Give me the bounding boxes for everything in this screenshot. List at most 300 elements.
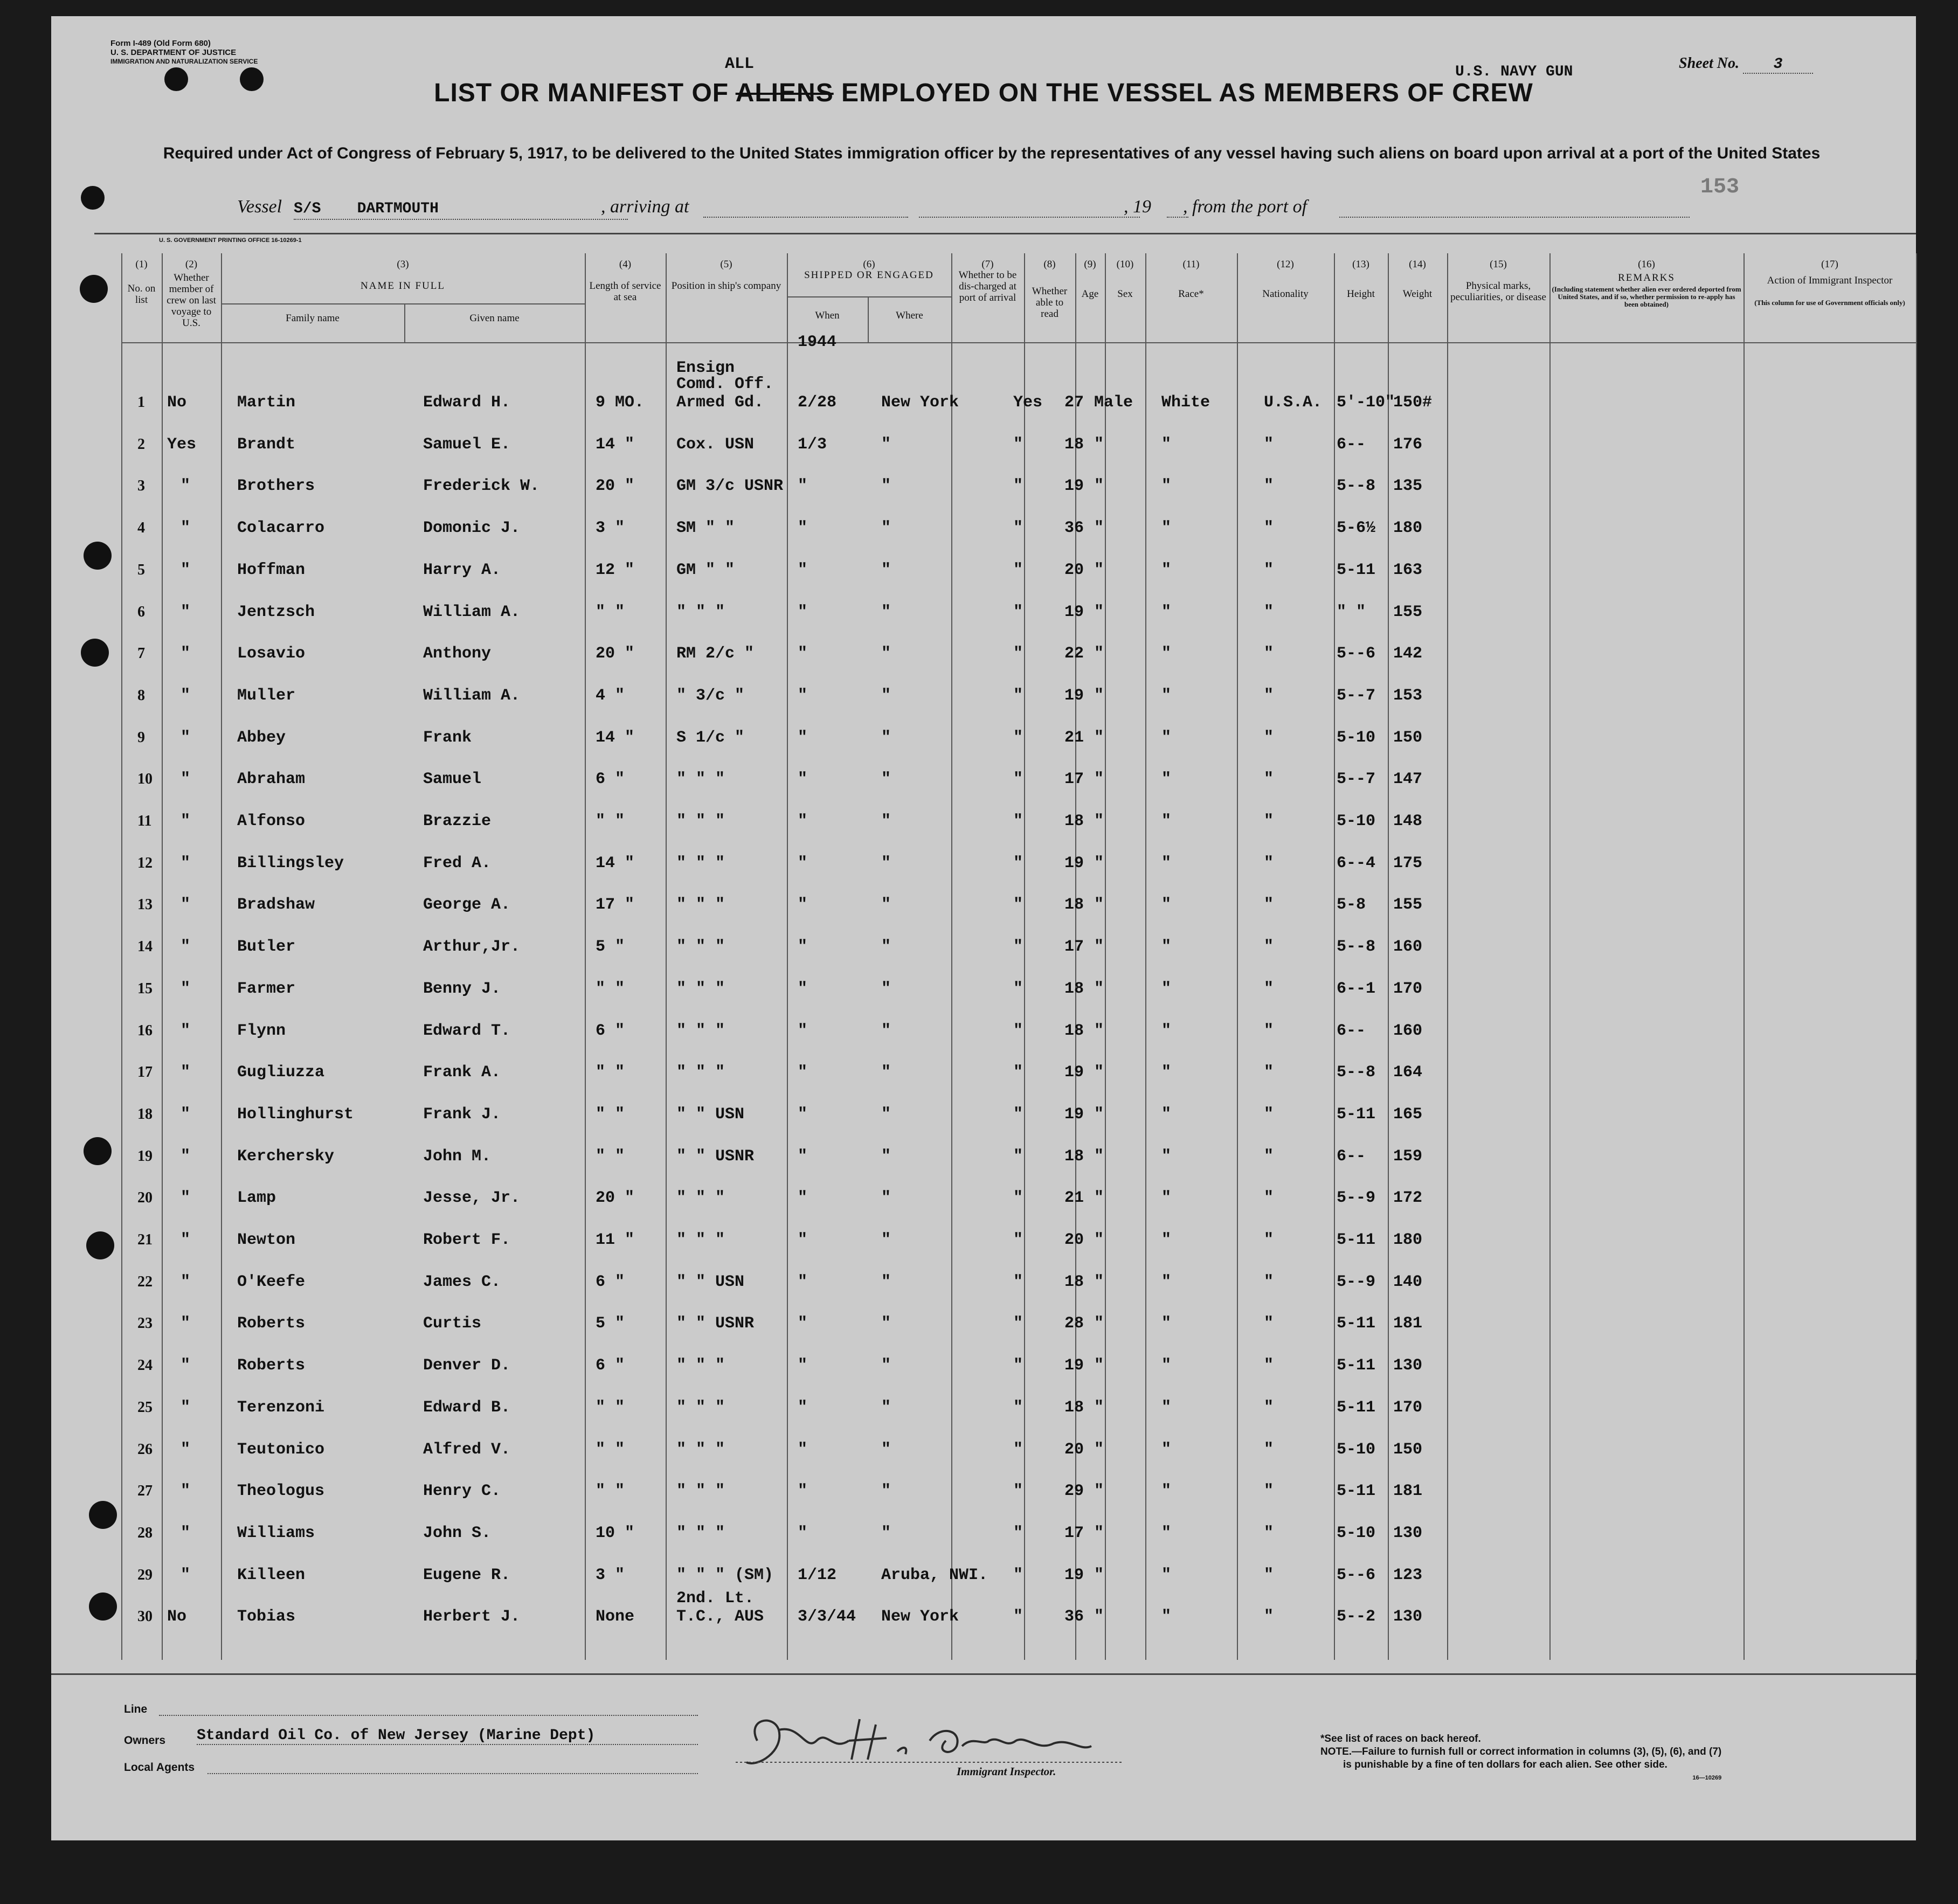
family-name: Tobias (237, 1608, 296, 1626)
service-length: 11 " (596, 1231, 635, 1249)
shipped-when: " (798, 1314, 808, 1333)
position: " " " (676, 1021, 725, 1040)
able-to-read: " (1013, 686, 1023, 705)
able-to-read: " (1013, 812, 1023, 830)
height: 5--7 (1337, 686, 1376, 705)
able-to-read: " (1013, 1063, 1023, 1082)
navy-gun-note: U.S. NAVY GUN (1455, 64, 1573, 80)
crew-member-value: " (181, 560, 191, 579)
column-number: (16) (1638, 259, 1655, 270)
age: 17 (1064, 770, 1084, 789)
nationality: " (1264, 645, 1274, 663)
sheet-number (1679, 55, 1813, 74)
given-name: Harry A. (423, 560, 501, 579)
weight: 160 (1393, 1021, 1423, 1040)
shipped-where: " (881, 896, 891, 915)
position-extra: Ensign Comd. Off. (676, 359, 774, 393)
row-number: 1 (137, 394, 145, 411)
crew-member-value: " (181, 770, 191, 789)
weight: 172 (1393, 1189, 1423, 1208)
manifest-sheet (51, 16, 1916, 1840)
height: 5-10 (1337, 812, 1376, 830)
row-number: 5 (137, 561, 145, 578)
sheet-value: 3 (1743, 56, 1813, 74)
nationality: " (1264, 896, 1274, 915)
family-name: Williams (237, 1524, 315, 1542)
sex: " (1094, 1356, 1104, 1375)
column-number: (6) (863, 259, 875, 270)
age: 19 (1064, 1105, 1084, 1124)
service-length: 6 " (596, 1021, 625, 1040)
able-to-read: " (1013, 896, 1023, 915)
sex: " (1094, 812, 1104, 830)
service-length: 9 MO. (596, 393, 645, 412)
crew-member-value: " (181, 1566, 191, 1584)
shipped-when: " (798, 896, 808, 915)
service-length: 20 " (596, 645, 635, 663)
height: 6-- (1337, 1147, 1366, 1166)
service-length: 14 " (596, 728, 635, 747)
col-header-action: Action of Immigrant Inspector (1767, 275, 1893, 286)
race: " (1161, 728, 1172, 747)
punch-hole (84, 1137, 112, 1165)
row-number: 22 (137, 1273, 153, 1290)
height: 5--8 (1337, 938, 1376, 957)
row-number: 7 (137, 645, 145, 662)
crew-member-value: " (181, 896, 191, 915)
able-to-read: " (1013, 435, 1023, 454)
family-name: Farmer (237, 979, 296, 998)
shipped-where: New York (881, 1608, 959, 1626)
row-number: 8 (137, 687, 145, 704)
shipped-when: " (798, 854, 808, 873)
col-header-crew-member: Whether member of crew on last voyage to U.S. (167, 272, 216, 329)
able-to-read: " (1013, 1147, 1023, 1166)
weight: 130 (1393, 1524, 1423, 1542)
col-header-shipped: SHIPPED OR ENGAGED (804, 269, 934, 281)
service-length: " " (596, 1398, 625, 1417)
shipped-where: " (881, 1356, 891, 1375)
shipped-where: " (881, 603, 891, 621)
shipped-where: " (881, 1147, 891, 1166)
position: " " USN (676, 1105, 745, 1124)
age: 19 (1064, 1063, 1084, 1082)
weight: 180 (1393, 1231, 1423, 1249)
column-number: (14) (1409, 259, 1426, 270)
col-header-nationality: Nationality (1262, 288, 1309, 300)
service-length: " " (596, 1147, 625, 1166)
race: " (1161, 854, 1172, 873)
sex: " (1094, 519, 1104, 538)
title-struck-word: ALIENS (735, 79, 834, 107)
given-name: William A. (423, 686, 521, 705)
able-to-read: " (1013, 854, 1023, 873)
vessel-name: DARTMOUTH (357, 200, 439, 217)
race: " (1161, 1314, 1172, 1333)
family-name: Lamp (237, 1189, 276, 1208)
crew-member-value: " (181, 1063, 191, 1082)
shipped-where: " (881, 979, 891, 998)
nationality: " (1264, 1105, 1274, 1124)
family-name: Billingsley (237, 854, 344, 873)
service-length: 14 " (596, 854, 635, 873)
age: 27 (1064, 393, 1084, 412)
punch-hole (81, 639, 109, 667)
weight: 170 (1393, 979, 1423, 998)
col-header-given-name: Given name (469, 313, 520, 324)
age: 19 (1064, 603, 1084, 621)
weight: 130 (1393, 1356, 1423, 1375)
row-number: 30 (137, 1608, 153, 1625)
sex: " (1094, 938, 1104, 957)
shipped-when: " (798, 560, 808, 579)
service-length: " " (596, 1063, 625, 1082)
nationality: " (1264, 1608, 1274, 1626)
family-name: Brandt (237, 435, 296, 454)
weight: 142 (1393, 645, 1423, 663)
family-name: Roberts (237, 1314, 306, 1333)
sex: " (1094, 1608, 1104, 1626)
race: " (1161, 1482, 1172, 1501)
crew-member-value: " (181, 645, 191, 663)
crew-member-value: " (181, 603, 191, 621)
height: 5--2 (1337, 1608, 1376, 1626)
row-number: 12 (137, 854, 153, 871)
row-number: 15 (137, 980, 153, 997)
row-number: 3 (137, 477, 145, 495)
nationality: " (1264, 1440, 1274, 1459)
col-header-name: NAME IN FULL (361, 280, 445, 292)
age: 18 (1064, 1147, 1084, 1166)
age: 18 (1064, 979, 1084, 998)
shipped-where: " (881, 435, 891, 454)
column-number: (1) (135, 259, 148, 270)
position: " " " (676, 770, 725, 789)
weight: 165 (1393, 1105, 1423, 1124)
nationality: " (1264, 854, 1274, 873)
age: 18 (1064, 1272, 1084, 1291)
height: 5-6½ (1337, 519, 1376, 538)
signature-caption: Immigrant Inspector. (957, 1765, 1056, 1778)
able-to-read: " (1013, 1231, 1023, 1249)
age: 19 (1064, 854, 1084, 873)
family-name: Theologus (237, 1482, 325, 1501)
race: " (1161, 1272, 1172, 1291)
sex: " (1094, 1440, 1104, 1459)
height: 6-- (1337, 435, 1366, 454)
sheet-label: Sheet No. (1679, 55, 1739, 72)
height: 6--4 (1337, 854, 1376, 873)
service-length: 14 " (596, 435, 635, 454)
col-header-height: Height (1347, 288, 1375, 300)
position: " " " (676, 1440, 725, 1459)
nationality: " (1264, 686, 1274, 705)
shipped-when: " (798, 812, 808, 830)
race: " (1161, 938, 1172, 957)
crew-member-value: " (181, 1356, 191, 1375)
position: Armed Gd. (676, 393, 764, 412)
family-name: Abraham (237, 770, 306, 789)
family-name: Bradshaw (237, 896, 315, 915)
race: " (1161, 979, 1172, 998)
nationality: " (1264, 1231, 1274, 1249)
family-name: Abbey (237, 728, 286, 747)
height: 5--9 (1337, 1272, 1376, 1291)
shipped-where: " (881, 1272, 891, 1291)
year-label: , 19 (1124, 197, 1151, 217)
race: " (1161, 1524, 1172, 1542)
shipped-where: " (881, 728, 891, 747)
form-code: 16—10269 (1692, 1775, 1722, 1781)
given-name: Denver D. (423, 1356, 511, 1375)
able-to-read: " (1013, 1440, 1023, 1459)
given-name: Samuel E. (423, 435, 511, 454)
nationality: " (1264, 1021, 1274, 1040)
race: " (1161, 1021, 1172, 1040)
col-header-read: Whether able to read (1032, 286, 1068, 320)
local-agents-label: Local Agents (124, 1761, 195, 1774)
column-number: (8) (1043, 259, 1056, 270)
crew-member-value: " (181, 1147, 191, 1166)
height: 5--8 (1337, 1063, 1376, 1082)
sex: " (1094, 686, 1104, 705)
weight: 123 (1393, 1566, 1423, 1584)
sex: " (1094, 435, 1104, 454)
page-stamp: 153 (1700, 175, 1740, 199)
row-number: 6 (137, 603, 145, 620)
weight: 130 (1393, 1608, 1423, 1626)
age: 28 (1064, 1314, 1084, 1333)
shipped-where: " (881, 770, 891, 789)
weight: 150 (1393, 1440, 1423, 1459)
form-number: Form I-489 (Old Form 680) (110, 39, 211, 48)
position: GM " " (676, 560, 735, 579)
crew-member-value: " (181, 1231, 191, 1249)
shipped-when: " (798, 603, 808, 621)
nationality: " (1264, 435, 1274, 454)
nationality: " (1264, 519, 1274, 538)
age: 19 (1064, 1356, 1084, 1375)
nationality: " (1264, 1524, 1274, 1542)
shipped-where: " (881, 1063, 891, 1082)
service-length: 17 " (596, 896, 635, 915)
shipped-when: " (798, 645, 808, 663)
crew-member-value: " (181, 728, 191, 747)
position: Cox. USN (676, 435, 755, 454)
crew-member-value: " (181, 1524, 191, 1542)
column-rule (1916, 253, 1917, 1660)
table-bottom-rule (51, 1673, 1916, 1675)
row-number: 23 (137, 1315, 153, 1332)
family-name: Jentzsch (237, 603, 315, 621)
service-length: " " (596, 603, 625, 621)
race: " (1161, 645, 1172, 663)
penalty-note-2: is punishable by a fine of ten dollars for each alien. See other side. (1343, 1759, 1668, 1770)
column-number: (13) (1352, 259, 1369, 270)
given-name: Benny J. (423, 979, 501, 998)
position: GM 3/c USNR (676, 477, 784, 496)
nationality: " (1264, 603, 1274, 621)
col-header-physical-marks: Physical marks, peculiarities, or disease (1450, 280, 1546, 303)
nationality: " (1264, 1566, 1274, 1584)
family-name: Terenzoni (237, 1398, 325, 1417)
weight: 147 (1393, 770, 1423, 789)
weight: 181 (1393, 1482, 1423, 1501)
service-length: 20 " (596, 477, 635, 496)
race: " (1161, 1231, 1172, 1249)
crew-member-value: " (181, 1272, 191, 1291)
column-number: (11) (1182, 259, 1200, 270)
family-name: Martin (237, 393, 296, 412)
race: " (1161, 1608, 1172, 1626)
form-service: IMMIGRATION AND NATURALIZATION SERVICE (110, 58, 258, 65)
shipped-when: " (798, 1063, 808, 1082)
owners-label: Owners (124, 1734, 166, 1747)
shipped-when: " (798, 1356, 808, 1375)
family-name: O'Keefe (237, 1272, 306, 1291)
shipped-when: 1/3 (798, 435, 827, 454)
position: " " " (676, 854, 725, 873)
shipped-when: " (798, 1524, 808, 1542)
nationality: " (1264, 812, 1274, 830)
race: " (1161, 1105, 1172, 1124)
row-number: 9 (137, 729, 145, 746)
shipped-when: " (798, 1440, 808, 1459)
able-to-read: " (1013, 1105, 1023, 1124)
able-to-read: " (1013, 1482, 1023, 1501)
shipped-when: " (798, 979, 808, 998)
able-to-read: Yes (1013, 393, 1043, 412)
race: " (1161, 560, 1172, 579)
race: " (1161, 477, 1172, 496)
sex: " (1094, 1147, 1104, 1166)
given-name: John S. (423, 1524, 492, 1542)
row-number: 4 (137, 520, 145, 537)
family-name: Hoffman (237, 560, 306, 579)
able-to-read: " (1013, 1021, 1023, 1040)
from-label: , from the port of (1183, 197, 1307, 217)
shipped-sub-divider (868, 296, 869, 342)
punch-hole (89, 1593, 117, 1621)
given-name: Henry C. (423, 1482, 501, 1501)
col-header-number: No. on list (127, 283, 156, 306)
family-name: Teutonico (237, 1440, 325, 1459)
sex: " (1094, 770, 1104, 789)
header-rule (121, 342, 1916, 343)
height: 5-11 (1337, 1105, 1376, 1124)
service-length: 6 " (596, 1272, 625, 1291)
height: 5-11 (1337, 1482, 1376, 1501)
shipped-when: " (798, 519, 808, 538)
shipped-when: " (798, 770, 808, 789)
height: 5--8 (1337, 477, 1376, 496)
shipped-when: " (798, 1021, 808, 1040)
weight: 170 (1393, 1398, 1423, 1417)
row-number: 27 (137, 1483, 153, 1500)
position: " " " (676, 1398, 725, 1417)
shipped-when: " (798, 1105, 808, 1124)
given-name: Herbert J. (423, 1608, 521, 1626)
given-name: Edward H. (423, 393, 511, 412)
age: 18 (1064, 896, 1084, 915)
col-header-position: Position in ship's company (671, 280, 781, 292)
service-length: 3 " (596, 1566, 625, 1584)
race: " (1161, 1189, 1172, 1208)
col-header-action-note: (This column for use of Government officials only) (1754, 299, 1905, 307)
able-to-read: " (1013, 1356, 1023, 1375)
able-to-read: " (1013, 477, 1023, 496)
family-name: Muller (237, 686, 296, 705)
form-department: U. S. DEPARTMENT OF JUSTICE (110, 48, 237, 57)
given-name: Frederick W. (423, 477, 540, 496)
column-number: (9) (1084, 259, 1096, 270)
race: White (1161, 393, 1210, 412)
family-name: Butler (237, 938, 296, 957)
column-number: (7) (981, 259, 994, 270)
shipped-where: " (881, 854, 891, 873)
column-number: (3) (397, 259, 409, 270)
sex: " (1094, 896, 1104, 915)
sex: " (1094, 1272, 1104, 1291)
weight: 180 (1393, 519, 1423, 538)
able-to-read: " (1013, 1189, 1023, 1208)
weight: 155 (1393, 603, 1423, 621)
position: " " " (SM) (676, 1566, 774, 1584)
service-length: 20 " (596, 1189, 635, 1208)
weight: 159 (1393, 1147, 1423, 1166)
weight: 155 (1393, 896, 1423, 915)
position: " " " (676, 603, 725, 621)
shipped-where: " (881, 645, 891, 663)
able-to-read: " (1013, 519, 1023, 538)
crew-member-value: " (181, 686, 191, 705)
given-name: Fred A. (423, 854, 492, 873)
table-top-rule (94, 233, 1916, 234)
nationality: " (1264, 477, 1274, 496)
sex: " (1094, 1063, 1104, 1082)
race: " (1161, 519, 1172, 538)
col-header-remarks: REMARKS (1618, 272, 1675, 283)
column-number: (17) (1821, 259, 1838, 270)
shipped-when: " (798, 1147, 808, 1166)
service-length: 12 " (596, 560, 635, 579)
nationality: " (1264, 1356, 1274, 1375)
port-blank (1339, 216, 1690, 218)
given-name: Domonic J. (423, 519, 521, 538)
sex: " (1094, 1566, 1104, 1584)
shipped-where: " (881, 938, 891, 957)
given-name: George A. (423, 896, 511, 915)
sex: " (1094, 645, 1104, 663)
weight: 164 (1393, 1063, 1423, 1082)
family-name: Brothers (237, 477, 315, 496)
able-to-read: " (1013, 938, 1023, 957)
sex: " (1094, 1189, 1104, 1208)
position: S 1/c " (676, 728, 745, 747)
vessel-label: Vessel (237, 197, 282, 217)
age: 21 (1064, 1189, 1084, 1208)
race: " (1161, 603, 1172, 621)
owners-value: Standard Oil Co. of New Jersey (Marine Dept) (197, 1727, 698, 1745)
nationality: " (1264, 1398, 1274, 1417)
height: 5--9 (1337, 1189, 1376, 1208)
col-header-weight: Weight (1402, 288, 1433, 300)
column-number: (12) (1277, 259, 1294, 270)
given-name: Frank (423, 728, 472, 747)
sex: " (1094, 560, 1104, 579)
crew-member-value: " (181, 812, 191, 830)
position: " " " (676, 1063, 725, 1082)
